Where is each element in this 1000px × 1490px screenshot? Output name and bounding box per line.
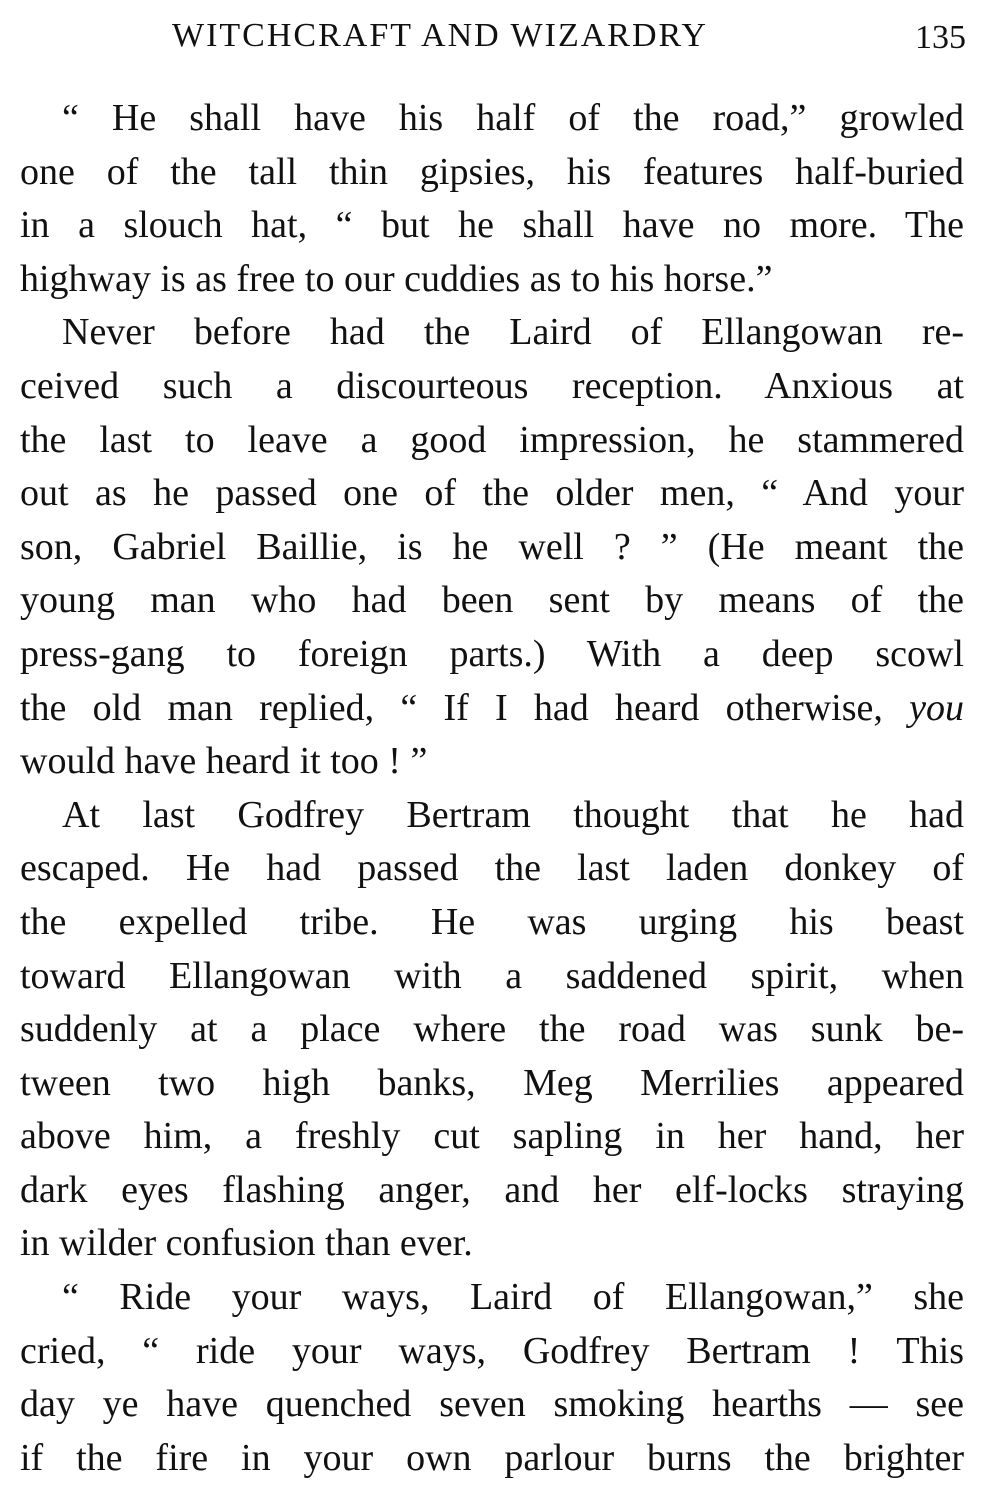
body-text	[20, 92, 964, 1485]
text-line: tween two high banks, Meg Merrilies appeared	[20, 1061, 964, 1104]
text-line: one of the tall thin gipsies, his features half-buried	[20, 150, 964, 193]
running-header	[0, 14, 1000, 58]
text-line: in a slouch hat, “ but he shall have no more. The	[20, 204, 964, 247]
text-line: suddenly at a place where the road was sunk be-	[20, 1008, 964, 1051]
text-line: would have heard it too ! ”	[20, 740, 428, 783]
text-line: press-gang to foreign parts.) With a deep scowl	[20, 632, 964, 675]
emphasis-you: you	[909, 686, 964, 729]
text-line: escaped. He had passed the last laden donkey of	[20, 847, 964, 890]
text-line: the expelled tribe. He was urging his beast	[20, 900, 964, 943]
text-line: “ He shall have his half of the road,” growled	[62, 97, 964, 139]
page-number: 135	[915, 19, 966, 56]
text-line: “ Ride your ways, Laird of Ellangowan,” she	[62, 1276, 964, 1319]
running-title: WITCHCRAFT AND WIZARDRY	[172, 17, 708, 54]
text-line: the last to leave a good impression, he stammered	[20, 418, 964, 461]
text-line: cried, “ ride your ways, Godfrey Bertram ! This	[20, 1329, 964, 1372]
text-line: above him, a freshly cut sapling in her hand, her	[20, 1115, 964, 1158]
text-line-main: the old man replied, “ If I had heard otherwise,	[20, 686, 883, 729]
text-line: ceived such a discourteous reception. Anxious at	[20, 364, 964, 407]
text-line: dark eyes flashing anger, and her elf-locks straying	[20, 1168, 964, 1211]
text-line: if the fire in your own parlour burns the brighter	[20, 1436, 964, 1479]
text-line: Never before had the Laird of Ellangowan re-	[62, 311, 964, 354]
text-line: toward Ellangowan with a saddened spirit, when	[20, 954, 964, 997]
text-line: in wilder confusion than ever.	[20, 1222, 473, 1265]
text-line: At last Godfrey Bertram thought that he had	[62, 793, 964, 836]
text-line: highway is as free to our cuddies as to his horse.”	[20, 257, 773, 300]
text-line: out as he passed one of the older men, “ And your	[20, 472, 964, 515]
text-line	[20, 682, 964, 736]
text-line: day ye have quenched seven smoking hearths — see	[20, 1383, 964, 1426]
text-line: young man who had been sent by means of the	[20, 579, 964, 622]
text-line: son, Gabriel Baillie, is he well ? ” (He meant the	[20, 525, 964, 568]
